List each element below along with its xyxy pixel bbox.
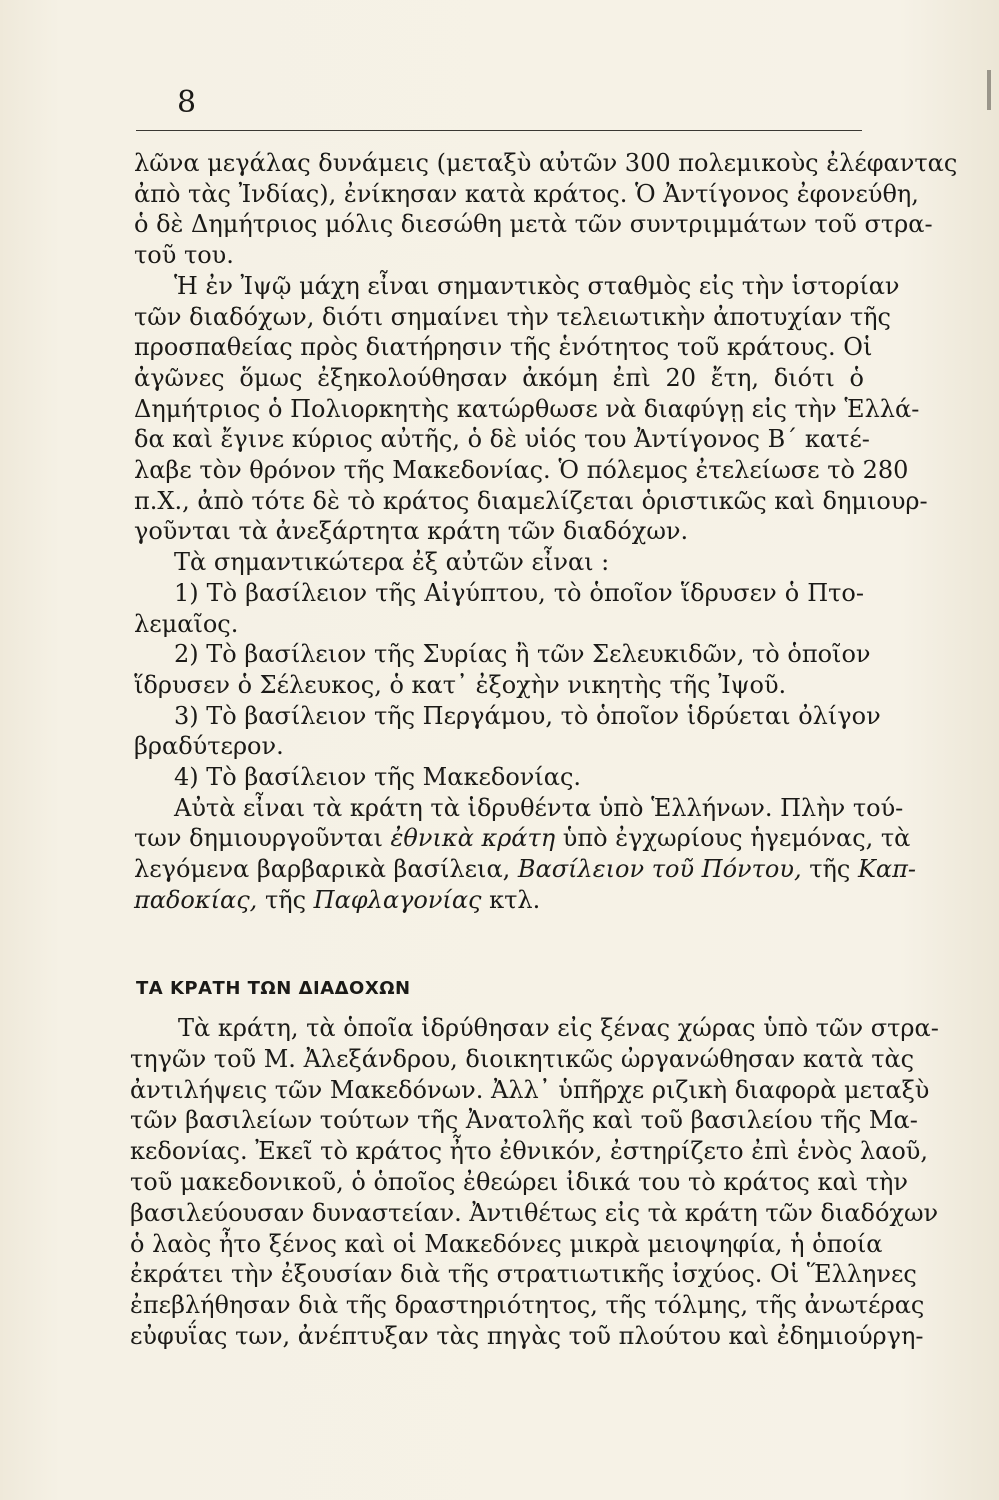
text-line: ἐπεβλήθησαν διὰ τῆς δραστηριότητος, τῆς τόλμης, τῆς ἀνωτέρας	[130, 1291, 925, 1320]
italic-phrase: Βασίλειον τοῦ Πόντου,	[517, 855, 802, 884]
list-item-2: 2) Τὸ βασίλειον τῆς Συρίας ἢ τῶν Σελευκιδῶν, τὸ ὁποῖον	[174, 640, 871, 669]
text-line: Ἡ ἐν Ἰψῷ μάχη εἶναι σημαντικὸς σταθμὸς εἰς τὴν ἱστορίαν	[174, 271, 900, 300]
text-line: γοῦνται τὰ ἀνεξάρτητα κράτη τῶν διαδόχων.	[134, 517, 689, 546]
text-line: εὐφυΐας των, ἀνέπτυξαν τὰς πηγὰς τοῦ πλούτου καὶ ἐδημιούργη-	[130, 1321, 924, 1350]
text-line: παδοκίας, τῆς Παφλαγονίας κτλ.	[134, 885, 541, 914]
section-heading: ΤΑ ΚΡΑΤΗ ΤΩΝ ΔΙΑΔΟΧΩΝ	[136, 978, 411, 999]
text-line: ἀντιλήψεις τῶν Μακεδόνων. Ἀλλ᾽ ὑπῆρχε ριζικὴ διαφορὰ μεταξὺ	[130, 1075, 930, 1104]
text-line: τηγῶν τοῦ Μ. Ἀλεξάνδρου, διοικητικῶς ὠργανώθησαν κατὰ τὰς	[130, 1044, 915, 1073]
text-line: βασιλεύουσαν δυναστείαν. Ἀντιθέτως εἰς τὰ κράτη τῶν διαδόχων	[130, 1198, 939, 1227]
italic-phrase: Καπ-	[857, 855, 916, 884]
body-text-section-2	[130, 1013, 939, 1352]
text-line: προσπαθείας πρὸς διατήρησιν τῆς ἑνότητος τοῦ κράτους. Οἱ	[134, 333, 873, 362]
header-rule	[136, 130, 862, 131]
text-line: τοῦ του.	[134, 241, 234, 270]
text-line: λεγόμενα βαρβαρικὰ βασίλεια, Βασίλειον τοῦ Πόντου, τῆς Καπ-	[134, 855, 916, 884]
text-line: τοῦ μακεδονικοῦ, ὁ ὁποῖος ἐθεώρει ἰδικά του τὸ κράτος καὶ τὴν	[130, 1167, 908, 1196]
text-line: των δημιουργοῦνται ἐθνικὰ κράτη ὑπὸ ἐγχωρίους ἡγεμόνας, τὰ	[134, 824, 911, 853]
text-line: κεδονίας. Ἐκεῖ τὸ κράτος ἦτο ἐθνικόν, ἐστηρίζετο ἐπὶ ἑνὸς λαοῦ,	[130, 1137, 929, 1166]
text-line: βραδύτερον.	[134, 732, 284, 761]
list-item-1: 1) Τὸ βασίλειον τῆς Αἰγύπτου, τὸ ὁποῖον ἵδρυσεν ὁ Πτο-	[174, 578, 864, 607]
body-text-section-1	[134, 148, 958, 916]
italic-phrase: ἐθνικὰ κράτη	[390, 824, 556, 853]
text-line: λῶνα μεγάλας δυνάμεις (μεταξὺ αὐτῶν 300 πολεμικοὺς ἐλέφαντας	[134, 149, 958, 177]
text-line: Δημήτριος ὁ Πολιορκητὴς κατώρθωσε νὰ διαφύγῃ εἰς τὴν Ἑλλά-	[134, 394, 920, 423]
list-item-3: 3) Τὸ βασίλειον τῆς Περγάμου, τὸ ὁποῖον ἱδρύεται ὀλίγον	[174, 701, 881, 730]
italic-phrase: Παφλαγονίας	[313, 885, 482, 914]
text-line: ὁ λαὸς ἦτο ξένος καὶ οἱ Μακεδόνες μικρὰ μειοψηφία, ἡ ὁποία	[130, 1229, 883, 1258]
text-line: ἀπὸ τὰς Ἰνδίας), ἐνίκησαν κατὰ κράτος. Ὁ Ἀντίγονος ἐφονεύθη,	[134, 179, 919, 208]
text-line: ἐκράτει τὴν ἐξουσίαν διὰ τῆς στρατιωτικῆς ἰσχύος. Οἱ Ἕλληνες	[130, 1260, 917, 1289]
italic-phrase: παδοκίας,	[134, 885, 258, 914]
page-number: 8	[177, 85, 197, 120]
text-line: ὁ δὲ Δημήτριος μόλις διεσώθη μετὰ τῶν συντριμμάτων τοῦ στρα-	[134, 210, 933, 239]
text-line: Τὰ σημαντικώτερα ἐξ αὐτῶν εἶναι :	[174, 548, 610, 577]
list-item-4: 4) Τὸ βασίλειον τῆς Μακεδονίας.	[174, 763, 582, 792]
text-line: λεμαῖος.	[134, 609, 239, 638]
text-line: τῶν διαδόχων, διότι σημαίνει τὴν τελειωτικὴν ἀποτυχίαν τῆς	[134, 302, 891, 331]
text-line: Αὐτὰ εἶναι τὰ κράτη τὰ ἱδρυθέντα ὑπὸ Ἑλλήνων. Πλὴν τού-	[174, 793, 904, 822]
text-line: τῶν βασιλείων τούτων τῆς Ἀνατολῆς καὶ τοῦ βασιλείου τῆς Μα-	[130, 1106, 918, 1135]
page-edge-mark	[987, 70, 991, 110]
text-line: λαβε τὸν θρόνον τῆς Μακεδονίας. Ὁ πόλεμος ἐτελείωσε τὸ 280	[134, 456, 909, 485]
text-line: δα καὶ ἔγινε κύριος αὐτῆς, ὁ δὲ υἱός του Ἀντίγονος Β΄ κατέ-	[134, 425, 870, 454]
text-line: ἵδρυσεν ὁ Σέλευκος, ὁ κατ᾽ ἐξοχὴν νικητὴς τῆς Ἰψοῦ.	[134, 670, 787, 699]
text-line: π.Χ., ἀπὸ τότε δὲ τὸ κράτος διαμελίζεται ὁριστικῶς καὶ δημιουρ-	[134, 486, 928, 515]
text-line: ἀγῶνες ὅμως ἐξηκολούθησαν ἀκόμη ἐπὶ 20 ἔτη, διότι ὁ	[134, 363, 864, 392]
text-line: Τὰ κράτη, τὰ ὁποῖα ἱδρύθησαν εἰς ξένας χώρας ὑπὸ τῶν στρα-	[178, 1014, 939, 1042]
